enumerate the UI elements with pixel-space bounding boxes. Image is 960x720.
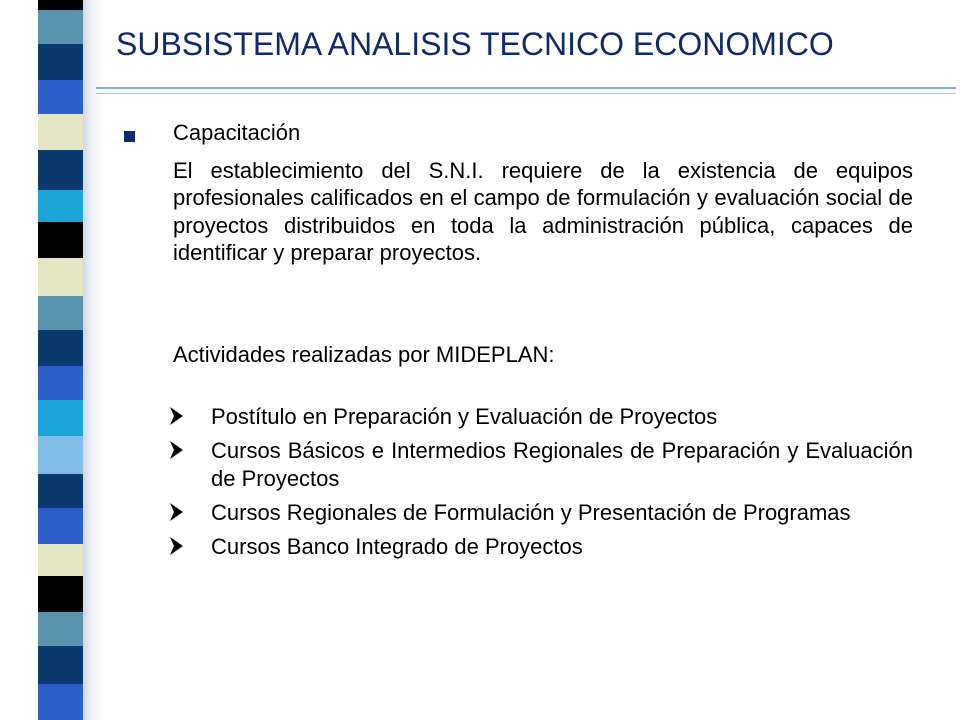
decorative-stripe <box>38 612 83 646</box>
arrow-bullet-icon <box>168 404 186 428</box>
activity-text: Postítulo en Preparación y Evaluación de Proyectos <box>211 404 718 429</box>
activity-text: Cursos Regionales de Formulación y Presentación de Programas <box>211 499 851 525</box>
decorative-stripe <box>38 544 83 576</box>
square-bullet-icon <box>124 131 135 142</box>
activities-title: Actividades realizadas por MIDEPLAN: <box>173 342 555 367</box>
decorative-stripe <box>38 296 83 330</box>
title-divider-secondary <box>96 93 956 94</box>
decorative-stripe <box>38 400 83 436</box>
decorative-edge-gradient <box>83 0 104 720</box>
activity-item <box>168 533 913 560</box>
decorative-stripe <box>38 684 83 720</box>
decorative-stripe <box>38 474 83 508</box>
decorative-stripe <box>38 222 83 258</box>
activity-item <box>168 403 913 430</box>
activities-list <box>168 403 913 567</box>
bullet-paragraph: El establecimiento del S.N.I. requiere de la existencia de equipos profesionales calificados en el campo de formulación y evaluación social de proyectos distribuidos en toda la administración pública, capaces de identificar y preparar proyectos. <box>173 158 913 265</box>
activity-item <box>168 499 913 526</box>
decorative-stripe-bar <box>38 0 83 720</box>
decorative-stripe <box>38 80 83 114</box>
decorative-stripe <box>38 190 83 222</box>
decorative-stripe <box>38 0 83 10</box>
bullet-heading: Capacitación <box>173 120 301 145</box>
decorative-stripe <box>38 576 83 612</box>
activity-text: Cursos Básicos e Intermedios Regionales de Preparación y Evaluación de Proyectos <box>211 438 913 491</box>
arrow-bullet-icon <box>168 534 186 558</box>
decorative-stripe <box>38 114 83 150</box>
activity-text: Cursos Banco Integrado de Proyectos <box>211 534 583 560</box>
slide-title: SUBSISTEMA ANALISIS TECNICO ECONOMICO <box>116 26 834 62</box>
decorative-stripe <box>38 366 83 400</box>
decorative-stripe <box>38 646 83 684</box>
activity-item <box>168 437 913 492</box>
decorative-stripe <box>38 150 83 190</box>
decorative-stripe <box>38 258 83 296</box>
decorative-stripe <box>38 44 83 80</box>
arrow-bullet-icon <box>168 500 186 524</box>
title-divider <box>96 87 956 89</box>
decorative-stripe <box>38 508 83 544</box>
decorative-stripe <box>38 330 83 366</box>
decorative-stripe <box>38 436 83 474</box>
decorative-stripe <box>38 10 83 44</box>
arrow-bullet-icon <box>168 438 186 462</box>
